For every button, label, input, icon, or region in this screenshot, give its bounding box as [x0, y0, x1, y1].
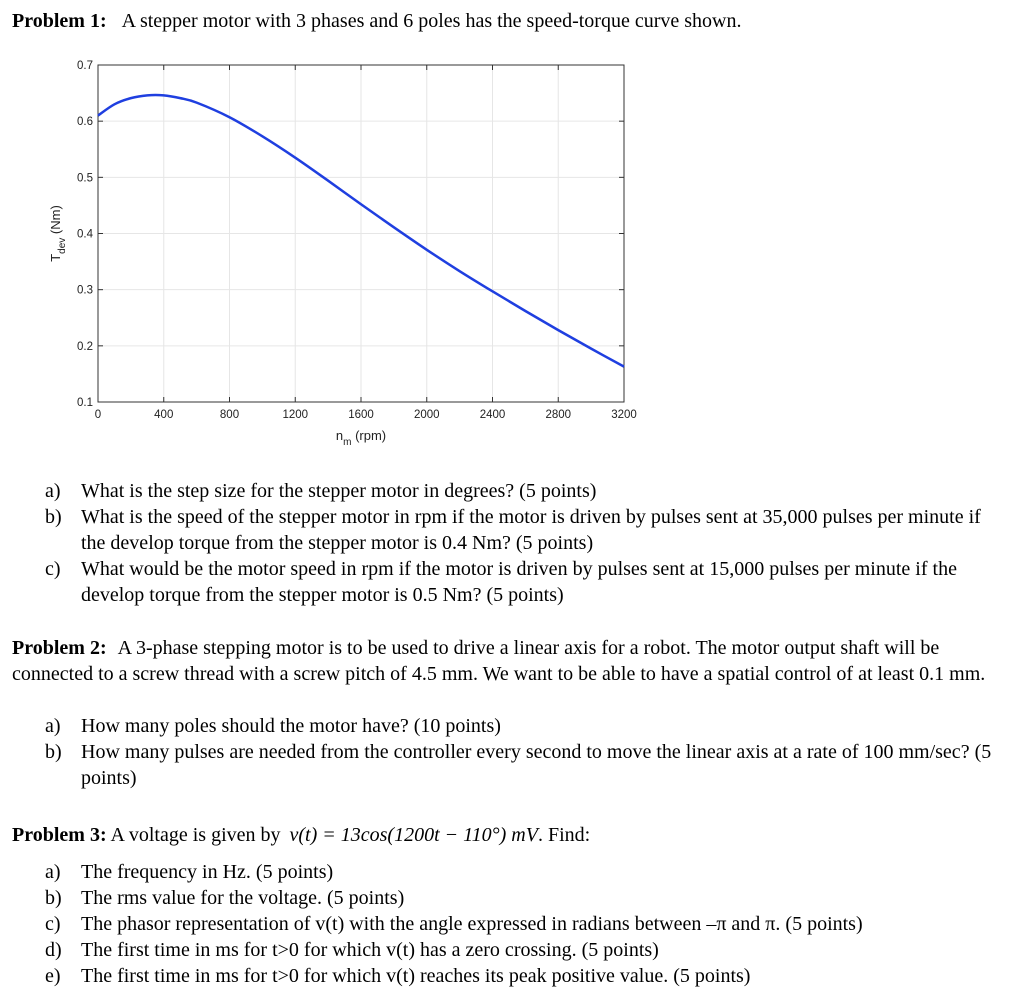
question-label: d) [45, 939, 62, 961]
problem1-questions [45, 478, 995, 608]
question-text: What is the speed of the stepper motor in rpm if the motor is driven by pulses sent at 35,000 pulses per minute if the develop torque from the stepper motor is 0.4 Nm? (5 points) [81, 506, 981, 554]
problem1-question-b [45, 504, 995, 556]
problem3-question-c [45, 911, 995, 937]
y-tick-label: 0.1 [77, 397, 93, 409]
question-label: b) [45, 506, 62, 528]
x-tick-label: 1200 [282, 409, 309, 421]
problem2-questions [45, 713, 995, 791]
question-label: c) [45, 913, 61, 935]
x-axis-label-main: n [335, 428, 344, 443]
problem3-statement-pre: A voltage is given by [110, 824, 281, 846]
problem3-questions [45, 859, 995, 989]
y-axis-label [48, 205, 68, 262]
problem2-statement: A 3-phase stepping motor is to be used to drive a linear axis for a robot. The motor output shaft will be connected to a screw thread with a screw pitch of 4.5 mm. We want to be able to have a spatial control of at least 0.1 mm. [12, 637, 986, 685]
problem3-question-e [45, 963, 995, 989]
question-label: b) [45, 887, 62, 909]
question-text: The first time in ms for t>0 for which v(t) reaches its peak positive value. (5 points) [81, 965, 751, 987]
question-text: What is the step size for the stepper motor in degrees? (5 points) [81, 480, 597, 502]
speed-torque-chart [0, 40, 660, 460]
question-text: The frequency in Hz. (5 points) [81, 861, 334, 883]
x-tick-label: 2000 [413, 409, 440, 421]
problem3-formula: v(t) = 13cos(1200t − 110°) mV [289, 824, 538, 846]
question-text: The phasor representation of v(t) with the angle expressed in radians between –π and π. (5 points) [81, 913, 863, 935]
question-text: The first time in ms for t>0 for which v(t) has a zero crossing. (5 points) [81, 939, 659, 961]
question-label: a) [45, 861, 61, 883]
question-text: What would be the motor speed in rpm if the motor is driven by pulses sent at 15,000 pulses per minute if the develop torque from the stepper motor is 0.5 Nm? (5 points) [81, 558, 957, 606]
x-axis-label-sub: m [343, 437, 352, 448]
x-tick-label: 3200 [611, 409, 637, 421]
x-axis-label [336, 428, 386, 448]
question-text: How many poles should the motor have? (10 points) [81, 715, 501, 737]
y-axis-label-unit: (Nm) [48, 205, 63, 238]
problem1-question-c [45, 556, 995, 608]
problem2-heading: Problem 2: [12, 637, 107, 659]
problem1-question-a [45, 478, 995, 504]
problem2-paragraph [12, 635, 1012, 687]
y-tick-label: 0.6 [77, 116, 93, 129]
y-tick-label: 0.2 [77, 340, 93, 353]
x-tick-label: 2800 [545, 409, 572, 421]
x-axis-label-unit: (rpm) [351, 428, 387, 443]
y-tick-label: 0.4 [77, 228, 93, 241]
problem3-question-d [45, 937, 995, 963]
x-tick-label: 1600 [348, 409, 374, 421]
x-tick-label: 400 [154, 409, 174, 421]
problem3-paragraph [12, 822, 1012, 848]
y-tick-label: 0.7 [77, 60, 93, 72]
problem3-statement-post: . Find: [537, 824, 591, 846]
x-tick-label: 0 [94, 409, 102, 421]
problem3-question-a [45, 859, 995, 885]
x-tick-label: 800 [219, 409, 240, 421]
problem3-heading: Problem 3: [12, 824, 107, 846]
question-label: c) [45, 558, 61, 580]
x-tick-label: 2400 [479, 409, 506, 421]
question-label: a) [45, 715, 61, 737]
problem1-title [12, 8, 741, 34]
y-tick-label: 0.5 [77, 172, 93, 185]
question-text: How many pulses are needed from the controller every second to move the linear axis at a rate of 100 mm/sec? (5 points) [81, 741, 992, 789]
y-axis-label-main: T [48, 253, 63, 262]
problem1-statement: A stepper motor with 3 phases and 6 poles has the speed-torque curve shown. [121, 10, 742, 32]
question-text: The rms value for the voltage. (5 points) [81, 887, 405, 909]
question-label: e) [45, 965, 61, 987]
question-label: b) [45, 741, 62, 763]
y-axis-label-sub: dev [57, 237, 68, 254]
problem2-question-b [45, 739, 995, 791]
y-tick-label: 0.3 [77, 284, 93, 297]
question-label: a) [45, 480, 61, 502]
problem1-heading: Problem 1: [12, 10, 107, 32]
problem3-question-b [45, 885, 995, 911]
problem2-question-a [45, 713, 995, 739]
